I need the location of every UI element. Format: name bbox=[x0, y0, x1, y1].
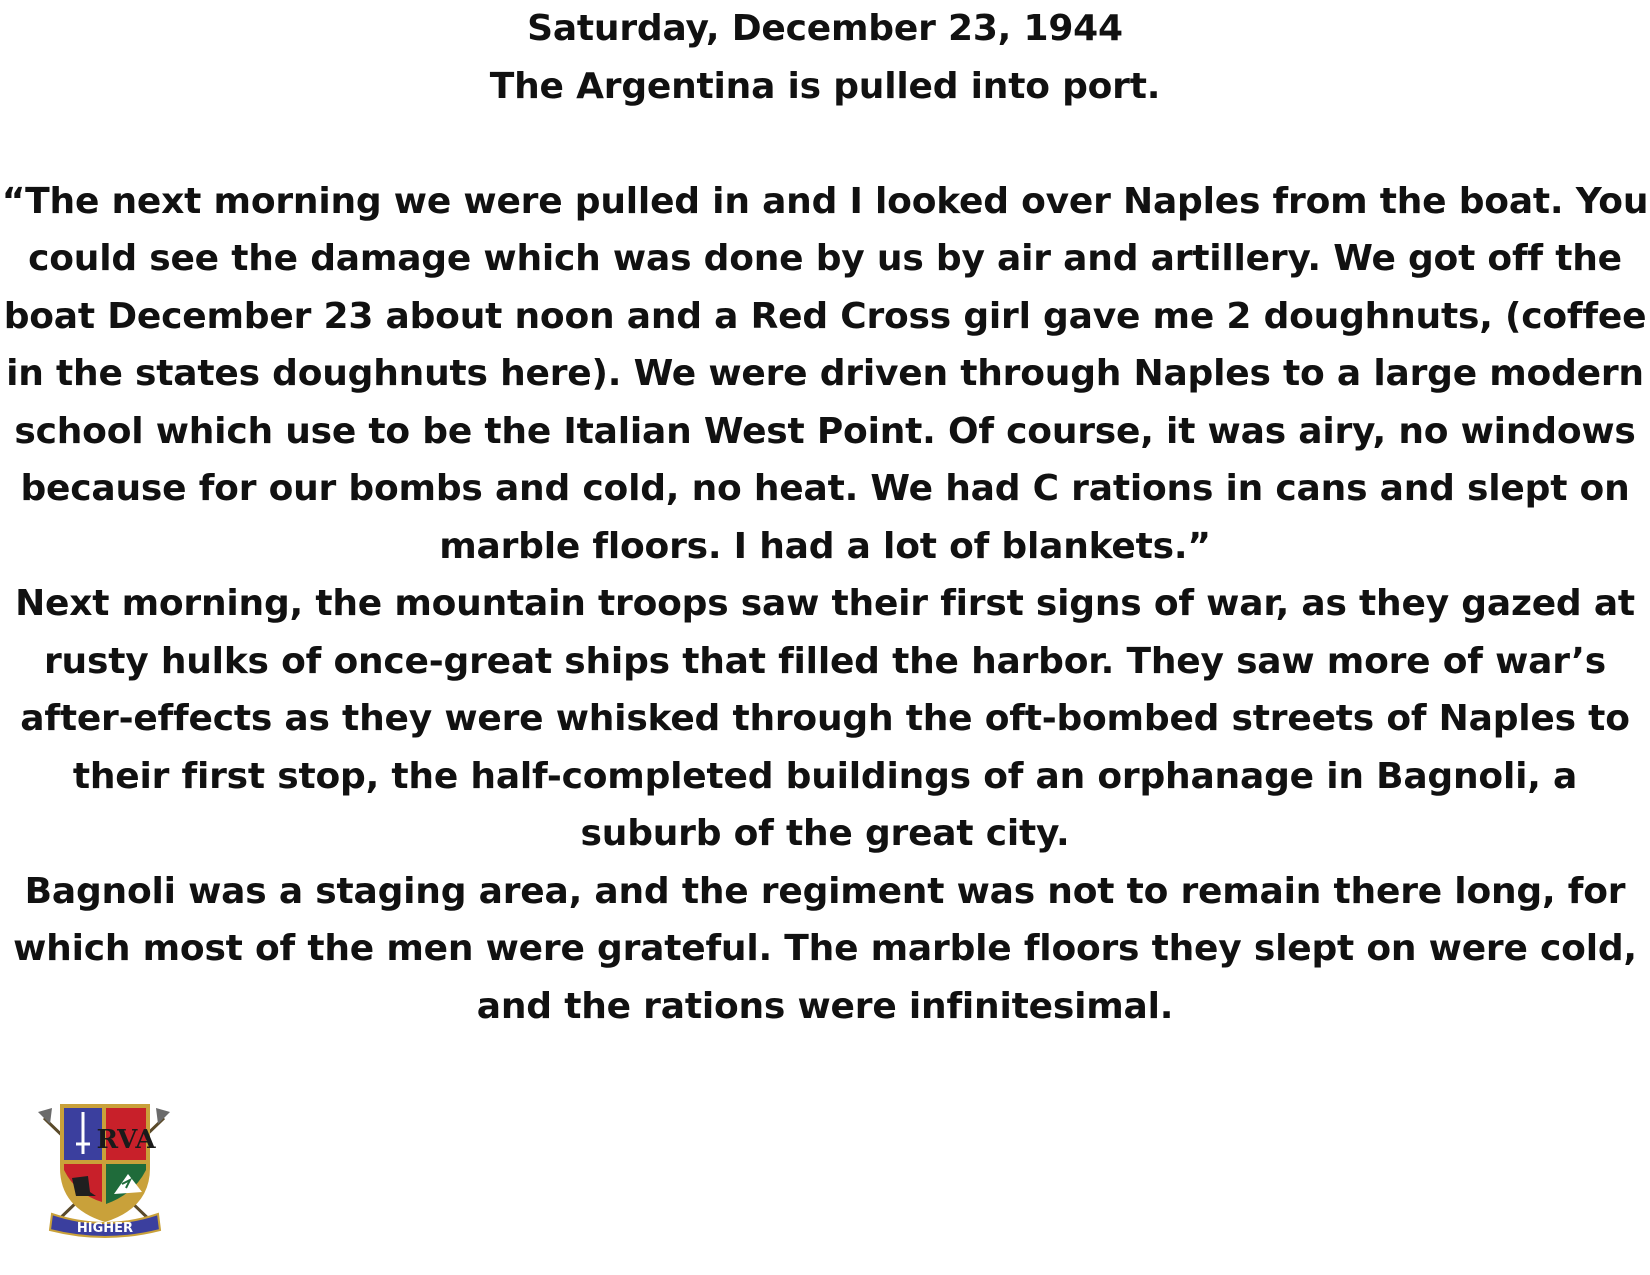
closing-paragraph: Bagnoli was a staging area, and the regiment was not to remain there long, for which most of the men were grateful. The marble floors they slept on were cold, and the rations were infinitesimal. bbox=[13, 870, 1637, 1027]
subtitle-heading: The Argentina is pulled into port. bbox=[489, 65, 1161, 107]
svg-text:RVA: RVA bbox=[96, 1125, 156, 1155]
quote-paragraph: “The next morning we were pulled in and I looked over Naples from the boat. You could see the damage which was done by us by air and artillery. We got off the boat December 23 about noon and a Red Cross girl gave me 2 doughnuts, (coffee in the states doughnuts here). We were driven through Naples to a large modern school which use to be the Italian West Point. Of course, it was airy, no windows because for our bombs and cold, no heat. We had C rations in cans and slept on marble floors. I had a lot of blankets.” bbox=[1, 180, 1649, 567]
narrative-paragraph: Next morning, the mountain troops saw their first signs of war, as they gazed at rusty hulks of once-great ships that filled the harbor. They saw more of war’s after-effects as they were whisked through the oft-bombed streets of Naples to their first stop, the half-completed buildings of an orphanage in Bagnoli, a suburb of the great city. bbox=[15, 583, 1635, 854]
date-heading: Saturday, December 23, 1944 bbox=[527, 8, 1123, 49]
regimental-crest-icon bbox=[36, 1098, 172, 1240]
blank-line bbox=[0, 115, 1650, 173]
svg-text:HIGHER: HIGHER bbox=[76, 1221, 134, 1236]
